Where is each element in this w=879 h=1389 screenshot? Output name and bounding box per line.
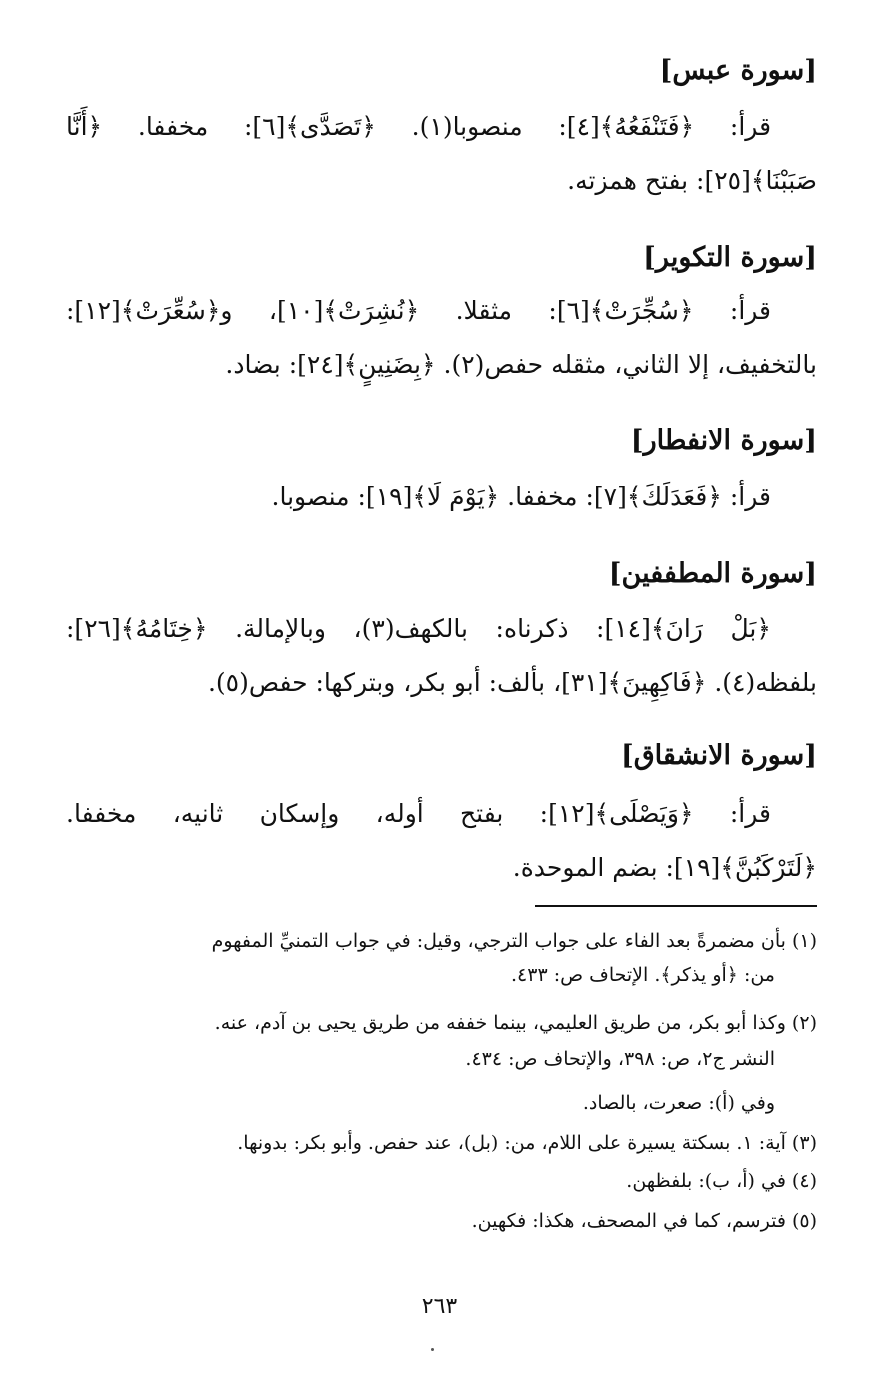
footnote-continuation: من: ﴿أو يذكر﴾. الإتحاف ص: ٤٣٣. (511, 964, 775, 986)
footnote: (٣) آية: ١. بسكتة يسيرة على اللام، من: (بل)، عند حفص. وأبو بكر: بدونها. (237, 1132, 817, 1154)
section-line: بالتخفيف، إلا الثاني، مثقله حفص(٢). ﴿بِضَنِينٍ﴾[٢٤]: بضاد. (225, 350, 817, 379)
page-number: ٢٦٣ (421, 1294, 458, 1319)
footnote: (١) بأن مضمرةً بعد الفاء على جواب الترجي، وقيل: في جواب التمنيِّ المفهوم (211, 930, 817, 952)
section-line: بلفظه(٤). ﴿فَاكِهِينَ﴾[٣١]، بألف: أبو بكر، وبتركها: حفص(٥). (207, 668, 817, 697)
section-heading-inshiqaq: [سورة الانشقاق] (620, 740, 817, 771)
footnote-continuation: وفي (أ): صعرت، بالصاد. (582, 1092, 775, 1114)
scan-speck (431, 1348, 434, 1351)
section-line: قرأ: ﴿فَتَنْفَعُهُ﴾[٤]: منصوبا(١). ﴿تَصَدَّى﴾[٦]: مخففا. ﴿أَنَّا (66, 112, 772, 141)
section-heading-mutaffifin: [سورة المطففين] (608, 558, 817, 589)
section-heading-infitar: [سورة الانفطار] (630, 425, 817, 456)
footnote: (٢) وكذا أبو بكر، من طريق العليمي، بينما خففه من طريق يحيى بن آدم، عنه. (214, 1012, 817, 1034)
section-line: قرأ: ﴿سُجِّرَتْ﴾[٦]: مثقلا. ﴿نُشِرَتْ﴾[١٠]، و﴿سُعِّرَتْ﴾[١٢]: (66, 296, 772, 325)
section-line: ﴿لَتَرْكَبُنَّ﴾[١٩]: بضم الموحدة. (512, 853, 817, 882)
footnote: (٥) فترسم، كما في المصحف، هكذا: فكهين. (471, 1210, 817, 1232)
footnote-continuation: النشر ج٢، ص: ٣٩٨، والإتحاف ص: ٤٣٤. (465, 1048, 775, 1070)
footnote: (٤) في (أ، ب): بلفظهن. (626, 1170, 817, 1192)
section-line: قرأ: ﴿فَعَدَلَكَ﴾[٧]: مخففا. ﴿يَوْمَ لَا﴾[١٩]: منصوبا. (271, 482, 771, 511)
section-line: ﴿بَلْ رَانَ﴾[١٤]: ذكرناه: بالكهف(٣)، وبالإمالة. ﴿خِتَامُهُ﴾[٢٦]: (66, 614, 771, 643)
section-heading-takwir: [سورة التكوير] (643, 242, 817, 273)
section-heading-abasa: [سورة عبس] (659, 55, 817, 86)
section-line: صَبَبْنَا﴾[٢٥]: بفتح همزته. (567, 166, 817, 195)
section-line: قرأ: ﴿وَيَصْلَى﴾[١٢]: بفتح أوله، وإسكان ثانيه، مخففا. (66, 799, 771, 828)
footnote-separator (535, 905, 817, 907)
